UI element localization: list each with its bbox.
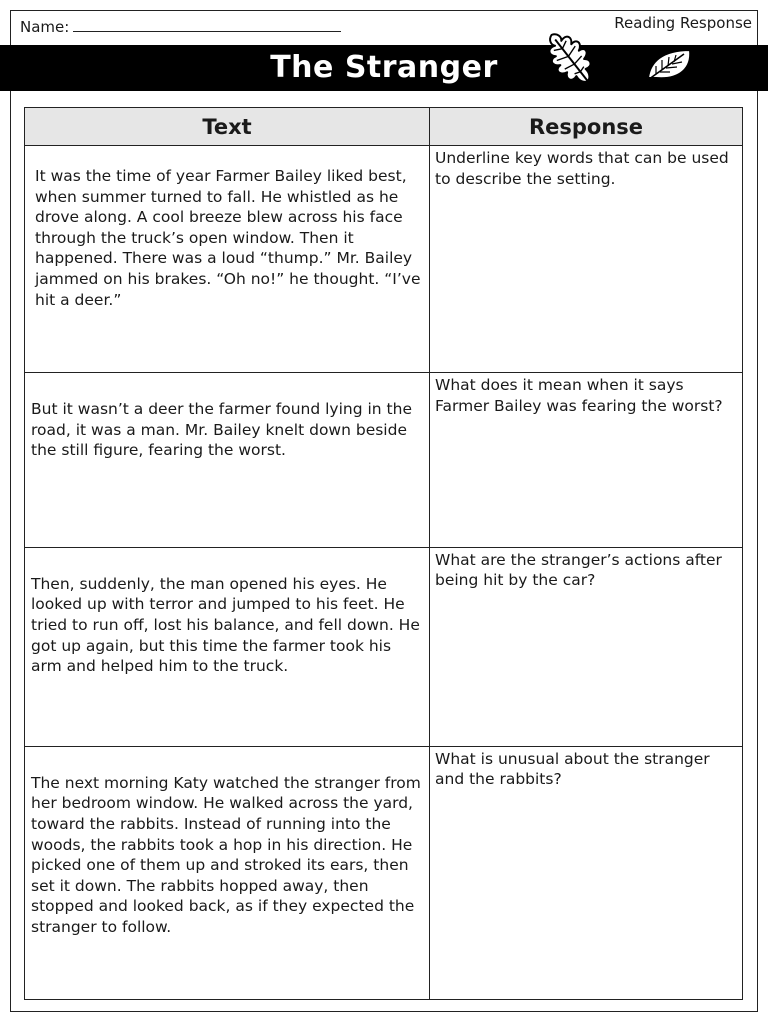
table-row [25, 547, 743, 746]
response-column-header: Response [430, 108, 743, 146]
response-prompt: What does it mean when it says Farmer Bailey was fearing the worst? [430, 373, 743, 548]
name-field [20, 17, 341, 36]
response-prompt: What is unusual about the stranger and the rabbits? [430, 746, 743, 999]
oak-leaf-icon [533, 22, 611, 100]
response-prompt: What are the stranger’s actions after being hit by the car? [430, 547, 743, 746]
passage-text: Then, suddenly, the man opened his eyes. He looked up with terror and jumped to his feet. He tried to run off, lost his balance, and fell down. He got up again, but this time the farmer took his arm and helped him to the truck. [25, 547, 430, 746]
leaf-icon [642, 44, 698, 84]
table-row [25, 146, 743, 373]
table-row [25, 373, 743, 548]
response-prompt: Underline key words that can be used to describe the setting. [430, 146, 743, 373]
table-row [25, 746, 743, 999]
passage-text: The next morning Katy watched the stranger from her bedroom window. He walked across the yard, toward the rabbits. Instead of running into the woods, the rabbits took a hop in his direction. He picked one of them up and stroked its ears, then set it down. The rabbits hopped away, then stopped and looked back, as if they expected the stranger to follow. [25, 746, 430, 999]
text-column-header: Text [25, 108, 430, 146]
worksheet-type-label: Reading Response [614, 14, 752, 32]
passage-text: But it wasn’t a deer the farmer found lying in the road, it was a man. Mr. Bailey knelt down beside the still figure, fearing the worst. [25, 373, 430, 548]
page-title: The Stranger [270, 50, 498, 85]
passage-text: It was the time of year Farmer Bailey liked best, when summer turned to fall. He whistled as he drove along. A cool breeze blew across his face through the truck’s open window. Then it happened. There was a loud “thump.” Mr. Bailey jammed on his brakes. “Oh no!” he thought. “I’ve hit a deer.” [25, 146, 430, 373]
name-write-line [73, 17, 341, 32]
table-header-row [25, 108, 743, 146]
response-table [24, 107, 743, 1000]
name-label: Name: [20, 18, 70, 36]
